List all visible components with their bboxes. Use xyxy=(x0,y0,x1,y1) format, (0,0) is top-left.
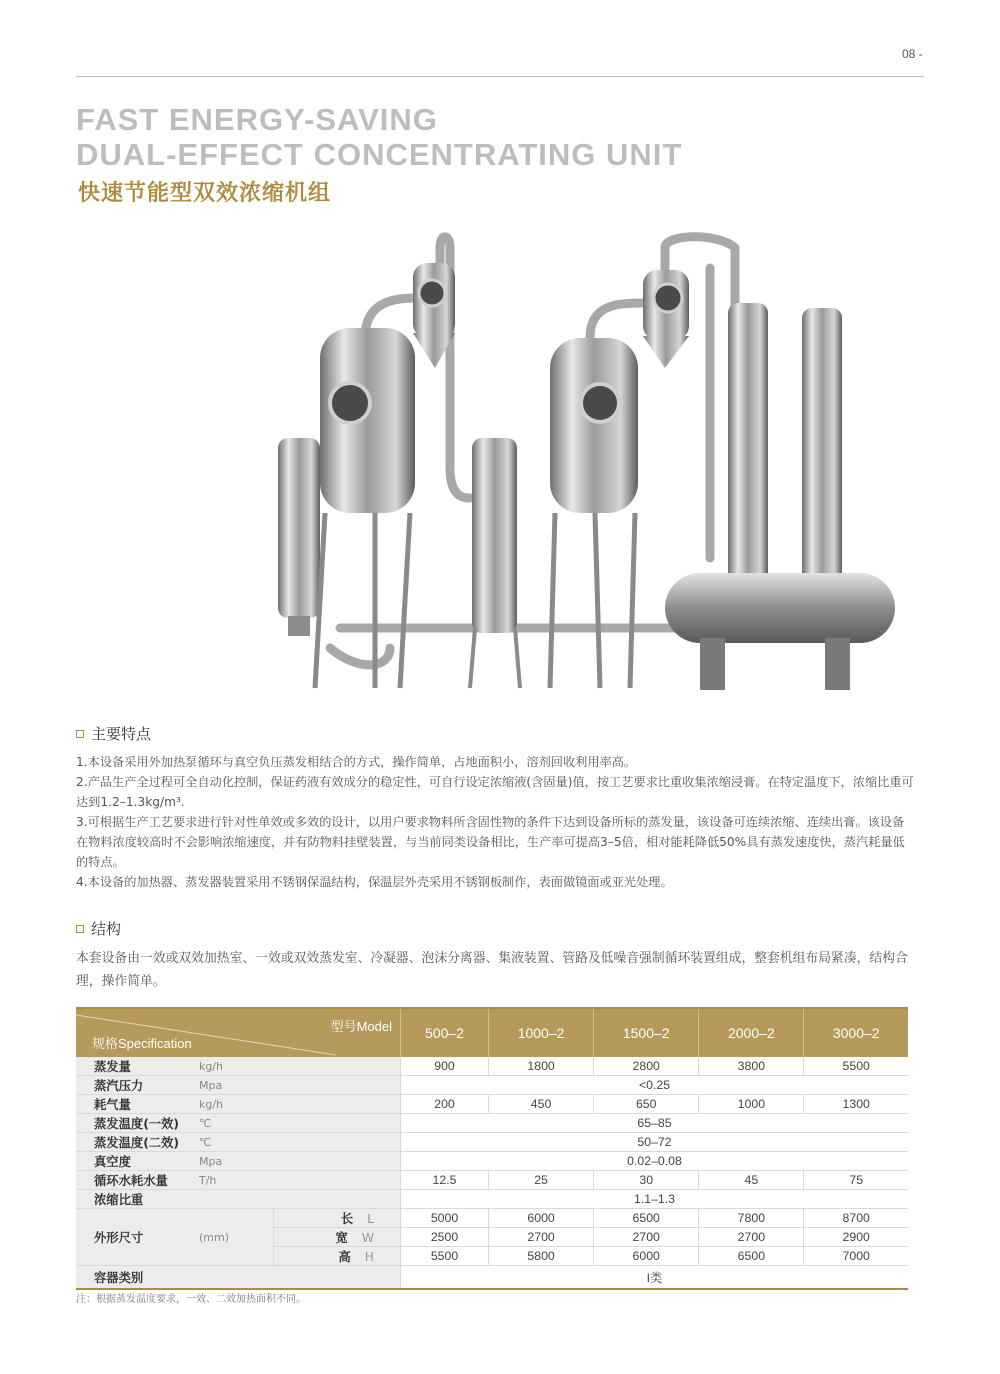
cell-value: 2700 xyxy=(594,1228,699,1247)
cell-value: 1300 xyxy=(804,1095,908,1114)
cell-value: 2800 xyxy=(594,1057,699,1076)
cell-value: 45 xyxy=(699,1171,804,1190)
table-row xyxy=(76,1171,908,1190)
structure-paragraph: 本套设备由一效或双效加热室、一效或双效蒸发室、冷凝器、泡沫分离器、集液装置、管路及低噪音强制循环装置组成，整套机组布局紧凑，结构合理，操作简单。 xyxy=(76,951,908,989)
row-label: 蒸汽压力 xyxy=(76,1076,199,1095)
corner-model-label: 型号Model xyxy=(330,1019,392,1034)
structure-heading-text: 结构 xyxy=(91,920,122,938)
dim-label-length: 长 xyxy=(340,1212,354,1226)
row-label: 蒸发量 xyxy=(76,1057,199,1076)
cell-value: 75 xyxy=(804,1171,908,1190)
cell-value: 2500 xyxy=(401,1228,489,1247)
row-label: 浓缩比重 xyxy=(76,1190,199,1209)
dim-sym-height: H xyxy=(364,1250,374,1264)
row-unit: ℃ xyxy=(199,1133,401,1152)
table-row xyxy=(76,1114,908,1133)
feature-item: 2.产品生产全过程可全自动化控制，保证药液有效成分的稳定性，可自行设定浓缩液(含固量)值，按工艺要求比重收集浓缩浸膏。在特定温度下，浓缩比重可达到1.2–1.3kg/m³. xyxy=(76,775,914,809)
row-label: 耗气量 xyxy=(76,1095,199,1114)
feature-item: 3.可根据生产工艺要求进行针对性单效或多效的设计，以用户要求物料所含固性物的条件下达到设备所标的蒸发量，该设备可连续浓缩、连续出膏。该设备在物料浓度较高时不会影响浓缩速度，并有防物料挂壁装置，与当前同类设备相比，生产率可提高3–5倍，相对能耗降低50%具有蒸发速度快，蒸汽耗量低的特点。 xyxy=(76,815,905,869)
feature-item: 1.本设备采用外加热泵循环与真空负压蒸发相结合的方式，操作简单，占地面积小，溶剂回收利用率高。 xyxy=(76,755,637,769)
cell-value: 1000 xyxy=(699,1095,804,1114)
cell-value: 2700 xyxy=(699,1228,804,1247)
dim-sublabel xyxy=(274,1247,401,1266)
features-heading-text: 主要特点 xyxy=(91,725,152,743)
cell-value: 450 xyxy=(489,1095,594,1114)
cell-value: 25 xyxy=(489,1171,594,1190)
row-label: 循环水耗水量 xyxy=(76,1171,199,1190)
row-label: 容器类别 xyxy=(76,1266,199,1290)
model-header: 500–2 xyxy=(401,1008,489,1057)
cell-value: 6000 xyxy=(594,1247,699,1266)
cell-value: 65–85 xyxy=(401,1114,909,1133)
features-list xyxy=(76,752,914,892)
structure-text xyxy=(76,947,914,993)
cell-value: 200 xyxy=(401,1095,489,1114)
row-label: 蒸发温度(一效) xyxy=(76,1114,199,1133)
feature-item: 4.本设备的加热器、蒸发器装置采用不锈钢保温结构，保温层外壳采用不锈钢板制作，表面做镜面或亚光处理。 xyxy=(76,875,673,889)
row-unit xyxy=(199,1266,401,1290)
row-unit: Mpa xyxy=(199,1152,401,1171)
row-label: 外形尺寸 xyxy=(76,1209,199,1266)
table-row xyxy=(76,1266,908,1290)
table-row xyxy=(76,1076,908,1095)
row-label: 蒸发温度(二效) xyxy=(76,1133,199,1152)
row-unit: Mpa xyxy=(199,1076,401,1095)
row-unit: kg/h xyxy=(199,1057,401,1076)
table-corner-cell xyxy=(76,1008,401,1057)
row-unit: T/h xyxy=(199,1171,401,1190)
table-row xyxy=(76,1057,908,1076)
cell-value: 2900 xyxy=(804,1228,908,1247)
product-photo xyxy=(250,228,900,698)
dim-sym-length: L xyxy=(367,1212,374,1226)
cell-value: 6000 xyxy=(489,1209,594,1228)
title-en-line2: DUAL-EFFECT CONCENTRATING UNIT xyxy=(76,137,683,172)
dim-sublabel xyxy=(274,1228,401,1247)
features-heading xyxy=(76,723,151,744)
model-header: 2000–2 xyxy=(699,1008,804,1057)
cell-value: 1.1–1.3 xyxy=(401,1190,909,1209)
dim-sublabel xyxy=(274,1209,401,1228)
cell-value: 7800 xyxy=(699,1209,804,1228)
title-english xyxy=(76,102,682,172)
square-bullet-icon xyxy=(76,925,84,933)
cell-value: 650 xyxy=(594,1095,699,1114)
table-row xyxy=(76,1209,908,1228)
cell-value: 1800 xyxy=(489,1057,594,1076)
cell-value: 5500 xyxy=(401,1247,489,1266)
cell-value: 5000 xyxy=(401,1209,489,1228)
cell-value: <0.25 xyxy=(401,1076,909,1095)
row-unit: (mm) xyxy=(199,1209,274,1266)
table-row xyxy=(76,1190,908,1209)
cell-value: 7000 xyxy=(804,1247,908,1266)
title-en-line1: FAST ENERGY-SAVING xyxy=(76,102,438,137)
square-bullet-icon xyxy=(76,730,84,738)
row-unit: kg/h xyxy=(199,1095,401,1114)
model-header: 1000–2 xyxy=(489,1008,594,1057)
row-unit: ℃ xyxy=(199,1114,401,1133)
dim-label-width: 宽 xyxy=(335,1231,348,1245)
title-chinese: 快速节能型双效浓缩机组 xyxy=(78,181,332,206)
structure-heading xyxy=(76,918,121,939)
model-header: 1500–2 xyxy=(594,1008,699,1057)
cell-value: 0.02–0.08 xyxy=(401,1152,909,1171)
dim-sym-width: W xyxy=(361,1231,374,1245)
cell-value: 8700 xyxy=(804,1209,908,1228)
cell-value: 12.5 xyxy=(401,1171,489,1190)
row-unit xyxy=(199,1190,401,1209)
corner-spec-label: 规格Specification xyxy=(92,1036,192,1051)
cell-value: 30 xyxy=(594,1171,699,1190)
cell-value: 6500 xyxy=(594,1209,699,1228)
footnote: 注：根据蒸发温度要求，一效、二效加热面积不同。 xyxy=(76,1294,306,1305)
top-divider xyxy=(76,76,924,77)
spec-table xyxy=(76,1007,908,1290)
cell-value: 2700 xyxy=(489,1228,594,1247)
dim-label-height: 高 xyxy=(338,1250,351,1264)
cell-value: 6500 xyxy=(699,1247,804,1266)
row-label: 真空度 xyxy=(76,1152,199,1171)
cell-value: 900 xyxy=(401,1057,489,1076)
table-row xyxy=(76,1095,908,1114)
cell-value: I类 xyxy=(401,1266,909,1290)
cell-value: 50–72 xyxy=(401,1133,909,1152)
model-header: 3000–2 xyxy=(804,1008,908,1057)
cell-value: 5800 xyxy=(489,1247,594,1266)
table-row xyxy=(76,1133,908,1152)
table-header-row xyxy=(76,1008,908,1057)
cell-value: 3800 xyxy=(699,1057,804,1076)
table-row xyxy=(76,1152,908,1171)
cell-value: 5500 xyxy=(804,1057,908,1076)
page-number: 08 - xyxy=(902,47,923,61)
